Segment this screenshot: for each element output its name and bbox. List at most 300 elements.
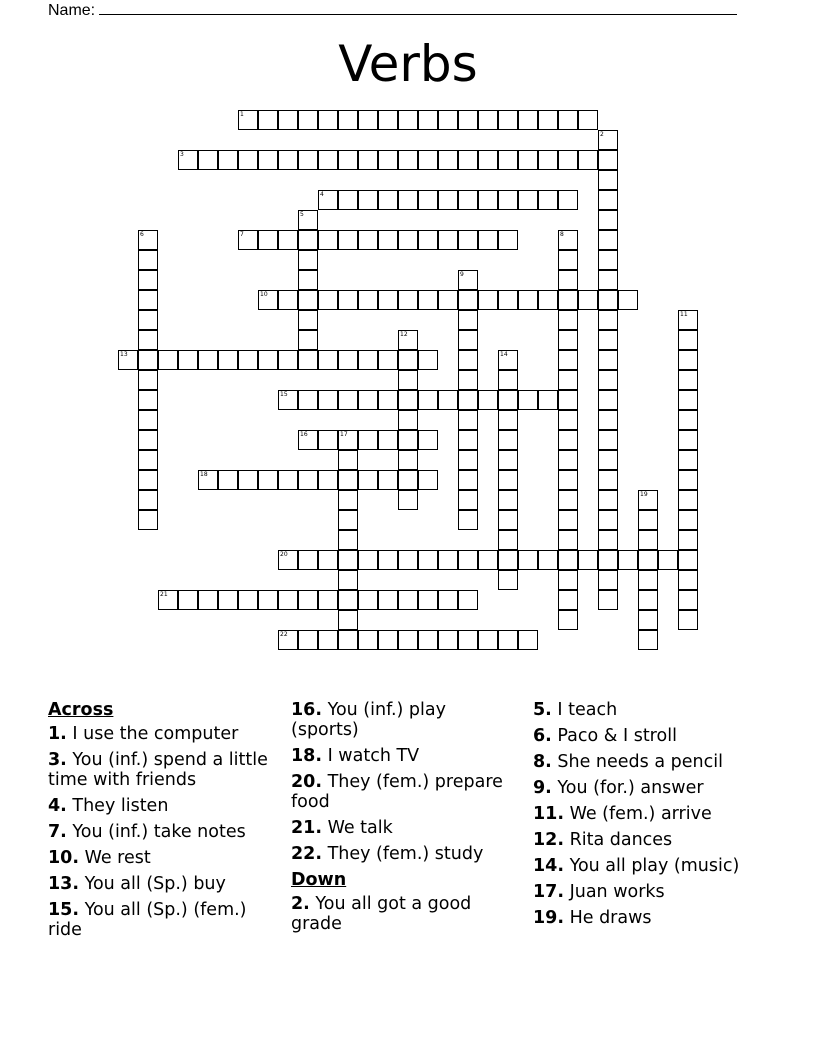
- crossword-cell[interactable]: [178, 350, 198, 370]
- crossword-cell[interactable]: [138, 270, 158, 290]
- crossword-cell[interactable]: [378, 390, 398, 410]
- crossword-cell[interactable]: [418, 110, 438, 130]
- crossword-cell[interactable]: [238, 590, 258, 610]
- crossword-cell[interactable]: [338, 110, 358, 130]
- crossword-cell[interactable]: [558, 290, 578, 310]
- crossword-cell[interactable]: [678, 530, 698, 550]
- crossword-cell[interactable]: [138, 250, 158, 270]
- crossword-cell[interactable]: [458, 390, 478, 410]
- crossword-cell[interactable]: [678, 610, 698, 630]
- crossword-cell[interactable]: [598, 230, 618, 250]
- crossword-cell[interactable]: [418, 390, 438, 410]
- crossword-cell[interactable]: [518, 110, 538, 130]
- crossword-cell[interactable]: [398, 590, 418, 610]
- crossword-cell[interactable]: [458, 430, 478, 450]
- crossword-cell[interactable]: [238, 470, 258, 490]
- crossword-cell[interactable]: [338, 550, 358, 570]
- crossword-cell[interactable]: [638, 530, 658, 550]
- crossword-cell[interactable]: [318, 190, 338, 210]
- crossword-cell[interactable]: [458, 110, 478, 130]
- crossword-cell[interactable]: [278, 150, 298, 170]
- crossword-cell[interactable]: [138, 370, 158, 390]
- crossword-cell[interactable]: [378, 190, 398, 210]
- crossword-cell[interactable]: [458, 510, 478, 530]
- crossword-cell[interactable]: [598, 490, 618, 510]
- crossword-cell[interactable]: [538, 390, 558, 410]
- crossword-cell[interactable]: [678, 450, 698, 470]
- crossword-cell[interactable]: [558, 450, 578, 470]
- crossword-cell[interactable]: [558, 370, 578, 390]
- crossword-cell[interactable]: [538, 150, 558, 170]
- crossword-cell[interactable]: [638, 570, 658, 590]
- crossword-cell[interactable]: [598, 530, 618, 550]
- crossword-cell[interactable]: [478, 630, 498, 650]
- crossword-cell[interactable]: [418, 290, 438, 310]
- crossword-cell[interactable]: [418, 430, 438, 450]
- crossword-cell[interactable]: [418, 350, 438, 370]
- crossword-cell[interactable]: [578, 150, 598, 170]
- crossword-cell[interactable]: [438, 590, 458, 610]
- crossword-cell[interactable]: [438, 190, 458, 210]
- crossword-cell[interactable]: [358, 470, 378, 490]
- crossword-cell[interactable]: [358, 110, 378, 130]
- crossword-cell[interactable]: [198, 590, 218, 610]
- crossword-cell[interactable]: [318, 230, 338, 250]
- crossword-cell[interactable]: [278, 590, 298, 610]
- crossword-cell[interactable]: [158, 590, 178, 610]
- crossword-cell[interactable]: [678, 310, 698, 330]
- crossword-cell[interactable]: [598, 210, 618, 230]
- crossword-cell[interactable]: [598, 550, 618, 570]
- crossword-cell[interactable]: [678, 510, 698, 530]
- crossword-cell[interactable]: [498, 470, 518, 490]
- crossword-cell[interactable]: [198, 150, 218, 170]
- crossword-cell[interactable]: [418, 550, 438, 570]
- crossword-cell[interactable]: [258, 470, 278, 490]
- crossword-cell[interactable]: [418, 150, 438, 170]
- crossword-cell[interactable]: [218, 150, 238, 170]
- crossword-cell[interactable]: [318, 290, 338, 310]
- crossword-cell[interactable]: [338, 350, 358, 370]
- crossword-cell[interactable]: [558, 530, 578, 550]
- crossword-cell[interactable]: [258, 350, 278, 370]
- crossword-cell[interactable]: [498, 370, 518, 390]
- crossword-cell[interactable]: [598, 410, 618, 430]
- crossword-cell[interactable]: [298, 330, 318, 350]
- crossword-cell[interactable]: [278, 630, 298, 650]
- crossword-cell[interactable]: [598, 390, 618, 410]
- crossword-cell[interactable]: [238, 110, 258, 130]
- crossword-cell[interactable]: [238, 230, 258, 250]
- crossword-cell[interactable]: [338, 490, 358, 510]
- crossword-cell[interactable]: [338, 230, 358, 250]
- crossword-cell[interactable]: [338, 510, 358, 530]
- crossword-cell[interactable]: [558, 570, 578, 590]
- crossword-cell[interactable]: [638, 510, 658, 530]
- crossword-cell[interactable]: [478, 150, 498, 170]
- crossword-cell[interactable]: [598, 350, 618, 370]
- crossword-cell[interactable]: [638, 610, 658, 630]
- crossword-cell[interactable]: [278, 290, 298, 310]
- crossword-cell[interactable]: [478, 230, 498, 250]
- crossword-cell[interactable]: [138, 230, 158, 250]
- crossword-cell[interactable]: [298, 150, 318, 170]
- crossword-cell[interactable]: [438, 390, 458, 410]
- crossword-cell[interactable]: [558, 410, 578, 430]
- crossword-cell[interactable]: [298, 390, 318, 410]
- crossword-cell[interactable]: [358, 150, 378, 170]
- crossword-cell[interactable]: [458, 550, 478, 570]
- crossword-cell[interactable]: [558, 390, 578, 410]
- crossword-cell[interactable]: [558, 270, 578, 290]
- crossword-cell[interactable]: [138, 490, 158, 510]
- crossword-cell[interactable]: [558, 430, 578, 450]
- crossword-cell[interactable]: [298, 630, 318, 650]
- crossword-cell[interactable]: [578, 110, 598, 130]
- crossword-cell[interactable]: [598, 250, 618, 270]
- crossword-cell[interactable]: [218, 350, 238, 370]
- crossword-cell[interactable]: [358, 630, 378, 650]
- crossword-cell[interactable]: [438, 290, 458, 310]
- crossword-cell[interactable]: [558, 350, 578, 370]
- crossword-cell[interactable]: [458, 350, 478, 370]
- crossword-cell[interactable]: [398, 630, 418, 650]
- crossword-cell[interactable]: [598, 170, 618, 190]
- crossword-cell[interactable]: [398, 390, 418, 410]
- crossword-cell[interactable]: [278, 110, 298, 130]
- crossword-cell[interactable]: [478, 550, 498, 570]
- crossword-cell[interactable]: [618, 290, 638, 310]
- crossword-cell[interactable]: [318, 110, 338, 130]
- crossword-cell[interactable]: [338, 530, 358, 550]
- crossword-cell[interactable]: [558, 190, 578, 210]
- crossword-cell[interactable]: [418, 230, 438, 250]
- crossword-cell[interactable]: [298, 550, 318, 570]
- crossword-cell[interactable]: [378, 550, 398, 570]
- crossword-cell[interactable]: [558, 510, 578, 530]
- crossword-cell[interactable]: [138, 410, 158, 430]
- crossword-cell[interactable]: [458, 310, 478, 330]
- crossword-cell[interactable]: [118, 350, 138, 370]
- crossword-cell[interactable]: [398, 290, 418, 310]
- crossword-cell[interactable]: [598, 430, 618, 450]
- crossword-cell[interactable]: [138, 470, 158, 490]
- crossword-cell[interactable]: [318, 550, 338, 570]
- crossword-cell[interactable]: [638, 490, 658, 510]
- crossword-cell[interactable]: [498, 450, 518, 470]
- crossword-cell[interactable]: [338, 570, 358, 590]
- crossword-cell[interactable]: [438, 230, 458, 250]
- crossword-cell[interactable]: [138, 290, 158, 310]
- crossword-cell[interactable]: [478, 290, 498, 310]
- crossword-cell[interactable]: [498, 230, 518, 250]
- crossword-cell[interactable]: [458, 270, 478, 290]
- crossword-cell[interactable]: [678, 430, 698, 450]
- crossword-cell[interactable]: [298, 470, 318, 490]
- crossword-cell[interactable]: [498, 630, 518, 650]
- crossword-cell[interactable]: [678, 590, 698, 610]
- crossword-cell[interactable]: [338, 630, 358, 650]
- crossword-cell[interactable]: [358, 190, 378, 210]
- crossword-cell[interactable]: [558, 610, 578, 630]
- crossword-cell[interactable]: [258, 290, 278, 310]
- crossword-cell[interactable]: [458, 370, 478, 390]
- crossword-cell[interactable]: [518, 390, 538, 410]
- crossword-cell[interactable]: [258, 150, 278, 170]
- crossword-cell[interactable]: [358, 430, 378, 450]
- crossword-cell[interactable]: [398, 110, 418, 130]
- crossword-cell[interactable]: [318, 430, 338, 450]
- crossword-cell[interactable]: [598, 330, 618, 350]
- crossword-cell[interactable]: [238, 150, 258, 170]
- crossword-cell[interactable]: [478, 190, 498, 210]
- crossword-cell[interactable]: [398, 450, 418, 470]
- crossword-cell[interactable]: [298, 590, 318, 610]
- crossword-cell[interactable]: [358, 390, 378, 410]
- crossword-cell[interactable]: [558, 550, 578, 570]
- crossword-cell[interactable]: [298, 430, 318, 450]
- crossword-cell[interactable]: [358, 290, 378, 310]
- crossword-cell[interactable]: [378, 430, 398, 450]
- crossword-cell[interactable]: [518, 150, 538, 170]
- crossword-cell[interactable]: [138, 350, 158, 370]
- crossword-cell[interactable]: [538, 290, 558, 310]
- crossword-cell[interactable]: [158, 350, 178, 370]
- crossword-cell[interactable]: [498, 430, 518, 450]
- crossword-cell[interactable]: [358, 550, 378, 570]
- crossword-cell[interactable]: [398, 190, 418, 210]
- crossword-cell[interactable]: [538, 110, 558, 130]
- crossword-cell[interactable]: [538, 550, 558, 570]
- crossword-cell[interactable]: [458, 230, 478, 250]
- crossword-cell[interactable]: [298, 270, 318, 290]
- crossword-cell[interactable]: [218, 470, 238, 490]
- crossword-cell[interactable]: [458, 590, 478, 610]
- crossword-cell[interactable]: [418, 190, 438, 210]
- crossword-cell[interactable]: [318, 350, 338, 370]
- crossword-cell[interactable]: [318, 590, 338, 610]
- crossword-cell[interactable]: [398, 470, 418, 490]
- crossword-cell[interactable]: [298, 350, 318, 370]
- crossword-cell[interactable]: [198, 350, 218, 370]
- crossword-cell[interactable]: [598, 270, 618, 290]
- crossword-cell[interactable]: [398, 430, 418, 450]
- crossword-cell[interactable]: [558, 590, 578, 610]
- crossword-cell[interactable]: [598, 590, 618, 610]
- crossword-cell[interactable]: [258, 110, 278, 130]
- crossword-cell[interactable]: [318, 150, 338, 170]
- crossword-cell[interactable]: [378, 230, 398, 250]
- crossword-cell[interactable]: [438, 110, 458, 130]
- crossword-cell[interactable]: [298, 290, 318, 310]
- crossword-cell[interactable]: [138, 510, 158, 530]
- crossword-cell[interactable]: [278, 350, 298, 370]
- crossword-cell[interactable]: [638, 630, 658, 650]
- crossword-cell[interactable]: [478, 110, 498, 130]
- crossword-cell[interactable]: [278, 470, 298, 490]
- crossword-cell[interactable]: [498, 190, 518, 210]
- crossword-cell[interactable]: [678, 550, 698, 570]
- crossword-cell[interactable]: [418, 470, 438, 490]
- crossword-cell[interactable]: [438, 550, 458, 570]
- crossword-cell[interactable]: [198, 470, 218, 490]
- cell-number: 13: [120, 351, 128, 358]
- crossword-cell[interactable]: [338, 450, 358, 470]
- crossword-cell[interactable]: [298, 210, 318, 230]
- crossword-cell[interactable]: [138, 430, 158, 450]
- crossword-cell[interactable]: [338, 290, 358, 310]
- crossword-cell[interactable]: [298, 110, 318, 130]
- crossword-cell[interactable]: [598, 370, 618, 390]
- crossword-cell[interactable]: [498, 530, 518, 550]
- crossword-cell[interactable]: [498, 150, 518, 170]
- crossword-cell[interactable]: [458, 190, 478, 210]
- crossword-cell[interactable]: [138, 330, 158, 350]
- crossword-cell[interactable]: [398, 410, 418, 430]
- crossword-cell[interactable]: [398, 370, 418, 390]
- crossword-cell[interactable]: [478, 390, 498, 410]
- crossword-cell[interactable]: [678, 370, 698, 390]
- crossword-cell[interactable]: [618, 550, 638, 570]
- clue-item: [291, 844, 517, 864]
- crossword-cell[interactable]: [358, 350, 378, 370]
- crossword-cell[interactable]: [358, 590, 378, 610]
- crossword-cell[interactable]: [378, 470, 398, 490]
- crossword-cell[interactable]: [458, 410, 478, 430]
- crossword-cell[interactable]: [498, 410, 518, 430]
- crossword-cell[interactable]: [418, 590, 438, 610]
- crossword-cell[interactable]: [458, 490, 478, 510]
- crossword-cell[interactable]: [358, 230, 378, 250]
- crossword-cell[interactable]: [518, 550, 538, 570]
- crossword-cell[interactable]: [458, 290, 478, 310]
- crossword-cell[interactable]: [378, 350, 398, 370]
- crossword-cell[interactable]: [678, 390, 698, 410]
- crossword-cell[interactable]: [218, 590, 238, 610]
- crossword-cell[interactable]: [678, 490, 698, 510]
- crossword-cell[interactable]: [458, 150, 478, 170]
- cell-number: 1: [240, 111, 244, 118]
- crossword-cell[interactable]: [258, 230, 278, 250]
- crossword-cell[interactable]: [378, 110, 398, 130]
- crossword-cell[interactable]: [338, 590, 358, 610]
- crossword-cell[interactable]: [458, 450, 478, 470]
- crossword-cell[interactable]: [518, 630, 538, 650]
- crossword-cell[interactable]: [178, 150, 198, 170]
- crossword-cell[interactable]: [258, 590, 278, 610]
- crossword-cell[interactable]: [458, 630, 478, 650]
- crossword-cell[interactable]: [438, 630, 458, 650]
- crossword-cell[interactable]: [378, 630, 398, 650]
- crossword-cell[interactable]: [398, 550, 418, 570]
- crossword-cell[interactable]: [598, 130, 618, 150]
- crossword-cell[interactable]: [498, 550, 518, 570]
- crossword-cell[interactable]: [398, 490, 418, 510]
- crossword-cell[interactable]: [598, 150, 618, 170]
- crossword-cell[interactable]: [498, 290, 518, 310]
- crossword-cell[interactable]: [678, 350, 698, 370]
- crossword-cell[interactable]: [598, 310, 618, 330]
- crossword-cell[interactable]: [558, 330, 578, 350]
- crossword-cell[interactable]: [498, 350, 518, 370]
- crossword-cell[interactable]: [378, 590, 398, 610]
- crossword-cell[interactable]: [338, 470, 358, 490]
- crossword-cell[interactable]: [338, 150, 358, 170]
- crossword-cell[interactable]: [298, 230, 318, 250]
- crossword-cell[interactable]: [178, 590, 198, 610]
- crossword-cell[interactable]: [598, 510, 618, 530]
- crossword-cell[interactable]: [398, 330, 418, 350]
- crossword-cell[interactable]: [278, 230, 298, 250]
- crossword-cell[interactable]: [518, 290, 538, 310]
- crossword-cell[interactable]: [598, 190, 618, 210]
- crossword-cell[interactable]: [558, 230, 578, 250]
- crossword-cell[interactable]: [378, 290, 398, 310]
- crossword-cell[interactable]: [278, 550, 298, 570]
- crossword-cell[interactable]: [438, 150, 458, 170]
- crossword-cell[interactable]: [678, 330, 698, 350]
- crossword-cell[interactable]: [398, 150, 418, 170]
- crossword-cell[interactable]: [398, 350, 418, 370]
- crossword-cell[interactable]: [418, 630, 438, 650]
- crossword-cell[interactable]: [318, 630, 338, 650]
- crossword-cell[interactable]: [558, 110, 578, 130]
- crossword-cell[interactable]: [398, 230, 418, 250]
- crossword-cell[interactable]: [578, 290, 598, 310]
- crossword-cell[interactable]: [138, 450, 158, 470]
- crossword-cell[interactable]: [318, 390, 338, 410]
- crossword-cell[interactable]: [318, 470, 338, 490]
- crossword-cell[interactable]: [538, 190, 558, 210]
- crossword-cell[interactable]: [498, 110, 518, 130]
- crossword-cell[interactable]: [658, 550, 678, 570]
- crossword-cell[interactable]: [558, 470, 578, 490]
- crossword-cell[interactable]: [238, 350, 258, 370]
- crossword-cell[interactable]: [598, 570, 618, 590]
- crossword-cell[interactable]: [558, 310, 578, 330]
- crossword-cell[interactable]: [498, 390, 518, 410]
- crossword-cell[interactable]: [638, 550, 658, 570]
- crossword-cell[interactable]: [278, 390, 298, 410]
- crossword-cell[interactable]: [338, 390, 358, 410]
- crossword-cell[interactable]: [458, 470, 478, 490]
- crossword-cell[interactable]: [598, 450, 618, 470]
- crossword-cell[interactable]: [378, 150, 398, 170]
- crossword-cell[interactable]: [578, 550, 598, 570]
- crossword-cell[interactable]: [298, 310, 318, 330]
- crossword-cell[interactable]: [298, 250, 318, 270]
- crossword-cell[interactable]: [338, 610, 358, 630]
- crossword-cell[interactable]: [558, 150, 578, 170]
- crossword-cell[interactable]: [138, 390, 158, 410]
- crossword-cell[interactable]: [678, 470, 698, 490]
- crossword-cell[interactable]: [678, 410, 698, 430]
- crossword-cell[interactable]: [518, 190, 538, 210]
- crossword-cell[interactable]: [598, 290, 618, 310]
- crossword-cell[interactable]: [338, 190, 358, 210]
- crossword-cell[interactable]: [138, 310, 158, 330]
- crossword-cell[interactable]: [498, 570, 518, 590]
- crossword-cell[interactable]: [598, 470, 618, 490]
- crossword-cell[interactable]: [558, 250, 578, 270]
- crossword-cell[interactable]: [498, 510, 518, 530]
- crossword-cell[interactable]: [458, 330, 478, 350]
- crossword-cell[interactable]: [638, 590, 658, 610]
- crossword-cell[interactable]: [558, 490, 578, 510]
- crossword-cell[interactable]: [498, 490, 518, 510]
- crossword-cell[interactable]: [678, 570, 698, 590]
- crossword-cell[interactable]: [338, 430, 358, 450]
